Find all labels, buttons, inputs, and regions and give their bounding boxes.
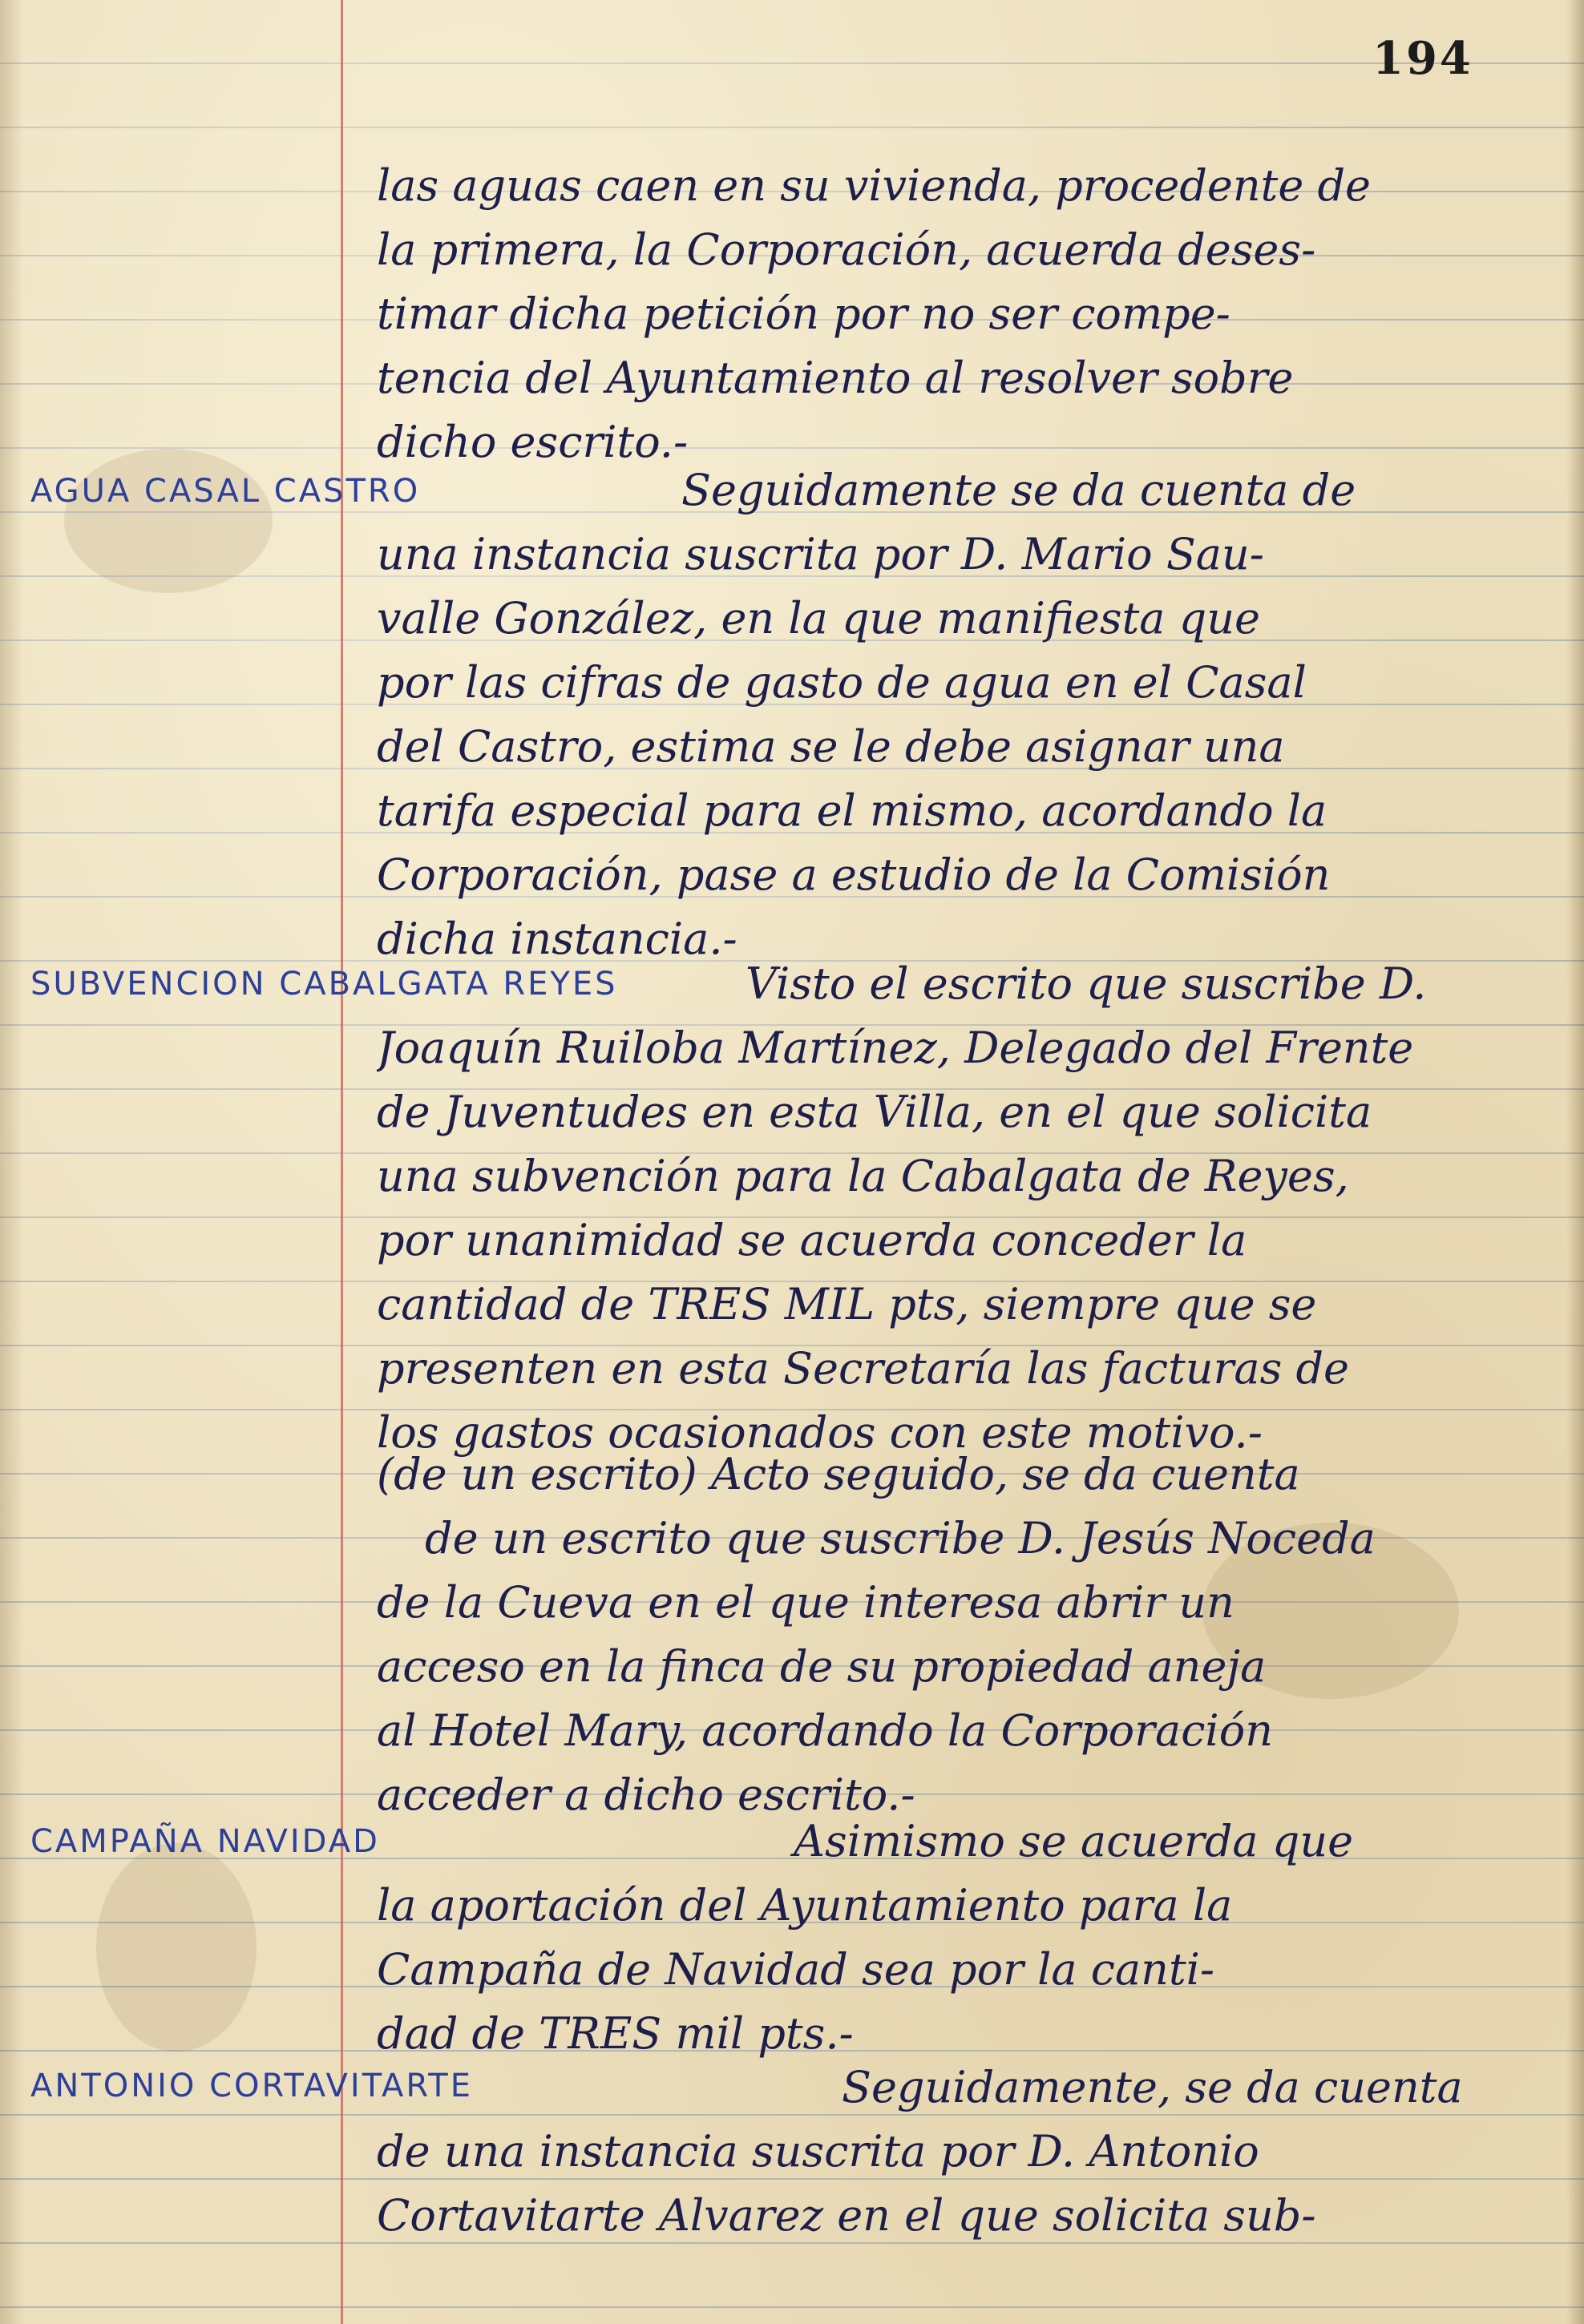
text-line: acceso en la finca de su propiedad aneja — [377, 1641, 1267, 1692]
text-line: de la Cueva en el que interesa abrir un — [377, 1577, 1234, 1628]
text-line: tencia del Ayuntamiento al resolver sobre — [377, 353, 1294, 403]
text-line: Seguidamente, se da cuenta — [842, 2062, 1463, 2112]
text-line: al Hotel Mary, acordando la Corporación — [377, 1705, 1273, 1756]
margin-note-agua-casal-castro: AGUA CASAL CASTRO — [30, 473, 421, 510]
paragraph-campana-navidad — [377, 1810, 1563, 2066]
text-line: por las cifras de gasto de agua en el Casal — [377, 657, 1307, 708]
text-line: valle González, en la que manifiesta que — [377, 593, 1260, 644]
text-line: las aguas caen en su vivienda, procedente de — [377, 160, 1371, 211]
paragraph-casal-castro — [377, 458, 1563, 971]
margin-note-subvencion-cabalgata: SUBVENCION CABALGATA REYES — [30, 966, 618, 1003]
margin-note-antonio-cortavitarte: ANTONIO CORTAVITARTE — [30, 2068, 473, 2104]
text-line: Joaquín Ruiloba Martínez, Delegado del Frente — [377, 1023, 1414, 1073]
page-number: 194 — [1372, 32, 1473, 85]
text-line: dicho escrito.- — [377, 417, 689, 467]
paragraph-aguas — [377, 154, 1563, 474]
text-line: Corporación, pase a estudio de la Comisión — [377, 849, 1331, 900]
text-line: del Castro, estima se le debe asignar una — [377, 721, 1285, 772]
text-line: acceder a dicho escrito.- — [377, 1769, 915, 1820]
text-line: (de un escrito) Acto seguido, se da cuenta — [377, 1449, 1300, 1499]
margin-note-campana-navidad: CAMPAÑA NAVIDAD — [30, 1823, 380, 1860]
text-line: Asimismo se acuerda que — [794, 1816, 1354, 1866]
text-line: de Juventudes en esta Villa, en el que solicita — [377, 1087, 1372, 1137]
text-line: Campaña de Navidad sea por la canti- — [377, 1944, 1215, 1995]
text-line: de un escrito que suscribe D. Jesús Noceda — [425, 1513, 1376, 1563]
text-line: Visto el escrito que suscribe D. — [746, 958, 1427, 1009]
margin-rule — [341, 0, 343, 2324]
text-line: de una instancia suscrita por D. Antonio — [377, 2126, 1259, 2177]
text-line: la primera, la Corporación, acuerda deses- — [377, 224, 1316, 275]
text-line: presenten en esta Secretaría las facturas de — [377, 1343, 1349, 1394]
text-line: una subvención para la Cabalgata de Reyes, — [377, 1151, 1349, 1201]
text-line: timar dicha petición por no ser compe- — [377, 288, 1230, 339]
paragraph-cabalgata-reyes — [377, 952, 1563, 1465]
text-line: por unanimidad se acuerda conceder la — [377, 1215, 1247, 1265]
text-line: una instancia suscrita por D. Mario Sau- — [377, 529, 1265, 579]
text-line: la aportación del Ayuntamiento para la — [377, 1880, 1233, 1931]
paragraph-escrito-noceda — [377, 1442, 1563, 1827]
stain — [64, 449, 273, 593]
text-line: tarifa especial para el mismo, acordando la — [377, 785, 1327, 836]
text-line: dad de TRES mil pts.- — [377, 2008, 854, 2059]
text-line: los gastos ocasionados con este motivo.- — [377, 1407, 1263, 1458]
text-line: Cortavitarte Alvarez en el que solicita sub- — [377, 2190, 1316, 2241]
paragraph-cortavitarte — [377, 2056, 1563, 2248]
stain — [96, 1843, 257, 2052]
text-line: cantidad de TRES MIL pts, siempre que se — [377, 1279, 1317, 1329]
text-line: dicha instancia.- — [377, 914, 737, 964]
text-line: Seguidamente se da cuenta de — [681, 465, 1356, 515]
